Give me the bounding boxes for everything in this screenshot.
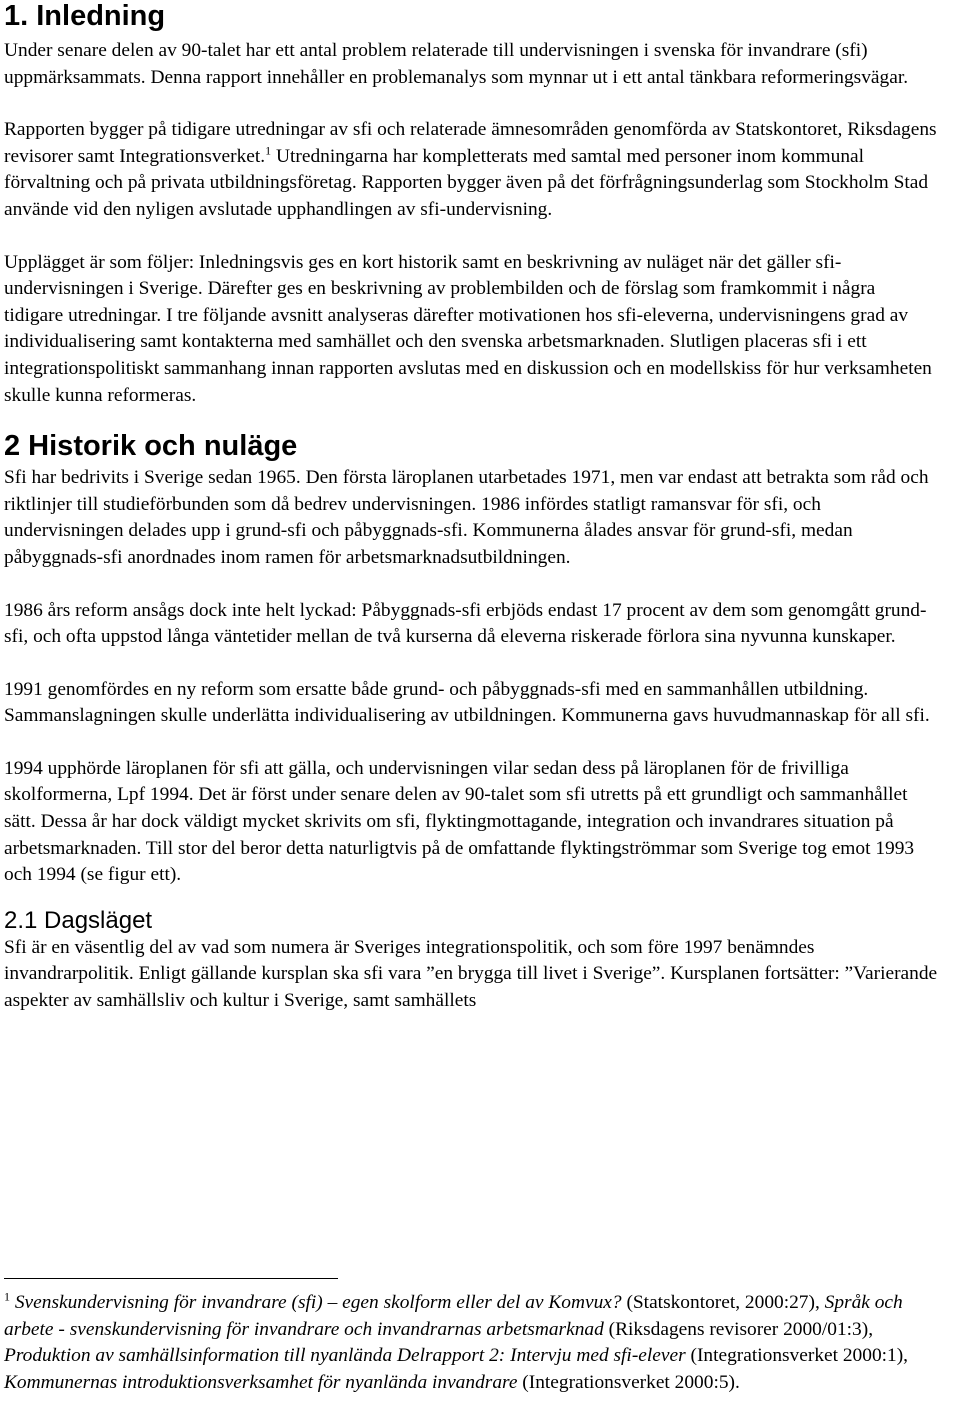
history-paragraph-2: 1986 års reform ansågs dock inte helt lyckad: Påbyggnads-sfi erbjöds endast 17 procent av dem som genomgått grund-sfi, och ofta uppstod långa väntetider mellan de två kurserna då eleverna riskerade förlora sina nyvunna kunskaper. — [4, 599, 927, 648]
footnote-title-3: Produktion av samhällsinformation till nyanlända Delrapport 2: Intervju med sfi-elever — [4, 1345, 686, 1367]
history-paragraph-1: Sfi har bedrivits i Sverige sedan 1965. Den första läroplanen utarbetades 1971, men var endast att betrakta som råd och riktlinjer till studieförbunden som då bedrev undervisningen. 1986 infördes statligt ramansvar för sfi, och undervisningen delades upp i grund-sfi och påbyggnads-sfi. Kommunerna ålades ansvar för grund-sfi, medan påbyggnads-sfi anordnades inom ramen för arbetsmarknadsutbildningen. — [4, 467, 929, 568]
current-paragraph-1: Sfi är en väsentlig del av vad som numera är Sveriges integrationspolitik, och som före 1997 benämndes invandrarpolitik. Enligt gällande kursplan ska sfi vara ”en brygga till livet i Sverige”. Kursplanen fortsätter: ”Varierande aspekter av samhällsliv och kultur i Sverige, samt samhällets — [4, 936, 938, 1012]
history-paragraph-3: 1991 genomfördes en ny reform som ersatte både grund- och påbyggnads-sfi med en sammanhållen utbildning. Sammanslagningen skulle underlätta individualisering av utbildningen. Kommunerna gavs huvudmannaskap för all sfi. — [4, 678, 930, 727]
intro-paragraph-2-part-a: Rapporten bygger på tidigare utredningar av sfi och relaterade ämnesområden genomförda av Statskontoret, Riksdagens revisorer samt Integrationsverket. — [4, 119, 937, 167]
history-paragraph-4: 1994 upphörde läroplanen för sfi att gälla, och undervisningen vilar sedan dess på läroplanen för de frivilliga skolformerna, Lpf 1994. Det är först under senare delen av 90-talet som sfi utretts på ett grundligt och sammanhållet sätt. Dessa år har dock väldigt mycket skrivits om sfi, flyktingmottagande, integration och invandrares situation på arbetsmarknaden. Till stor del beror detta naturligtvis på de omfattande flyktingströmmar som Sverige tog emot 1993 och 1994 (se figur ett). — [4, 757, 915, 886]
intro-paragraph-3: Upplägget är som följer: Inledningsvis ges en kort historik samt en beskrivning av nuläget när det gäller sfi-undervisningen i Sverige. Därefter ges en beskrivning av problembilden och de förslag som framkommit i några tidigare utredningar. I tre följande avsnitt analyseras därefter motivationen hos sfi-eleverna, undervisningens grad av individualisering samt kontakterna med samhället och den svenska arbetsmarknaden. Slutligen placeras sfi i ett integrationspolitiskt sammanhang innan rapporten avslutas med en diskussion och en modellskiss för hur verksamheten skulle kunna reformeras. — [4, 251, 932, 406]
footnote-source-1: (Statskontoret, 2000:27), — [621, 1292, 825, 1313]
footnote-source-2: (Riksdagens revisorer 2000/01:3), — [603, 1318, 874, 1340]
intro-paragraph-1: Under senare delen av 90-talet har ett antal problem relaterade till undervisningen i svenska för invandrare (sfi) uppmärksammats. Denna rapport innehåller en problemanalys som mynnar ut i ett antal tänkbara reformeringsvägar. — [4, 40, 909, 88]
intro-paragraph-2 — [4, 117, 938, 223]
intro-paragraph-2-part-b: Utredningarna har kompletterats med samtal med personer inom kommunal förvaltning och på privata utbildningsföretag. Rapporten bygger även på det förfrågningsunderlag som Stockholm Stad använde vid den nyligen avslutade upphandlingen av sfi-undervisning. — [4, 145, 929, 220]
footnote-number: 1 — [4, 1289, 10, 1304]
footnote-title-2: Språk och arbete - svenskundervisning för invandrare och invandrarnas arbetsmarknad — [4, 1292, 903, 1340]
footnote-reference[interactable]: 1 — [265, 143, 272, 158]
heading-inledning: 1. Inledning — [4, 0, 166, 32]
footnote-source-4: (Integrationsverket 2000:5). — [517, 1371, 740, 1393]
footnote-source-3: (Integrationsverket 2000:1), — [685, 1345, 909, 1367]
heading-dagslaget: 2.1 Dagsläget — [4, 906, 153, 934]
heading-historik: 2 Historik och nuläge — [4, 430, 298, 463]
footnote-separator — [4, 1278, 338, 1279]
footnote-title-4: Kommunernas introduktionsverksamhet för nyanlända invandrare — [4, 1371, 518, 1393]
footnote-1 — [4, 1290, 934, 1396]
footnote-title-1: Svenskundervisning för invandrare (sfi) – egen skolform eller del av Komvux? — [14, 1292, 622, 1313]
